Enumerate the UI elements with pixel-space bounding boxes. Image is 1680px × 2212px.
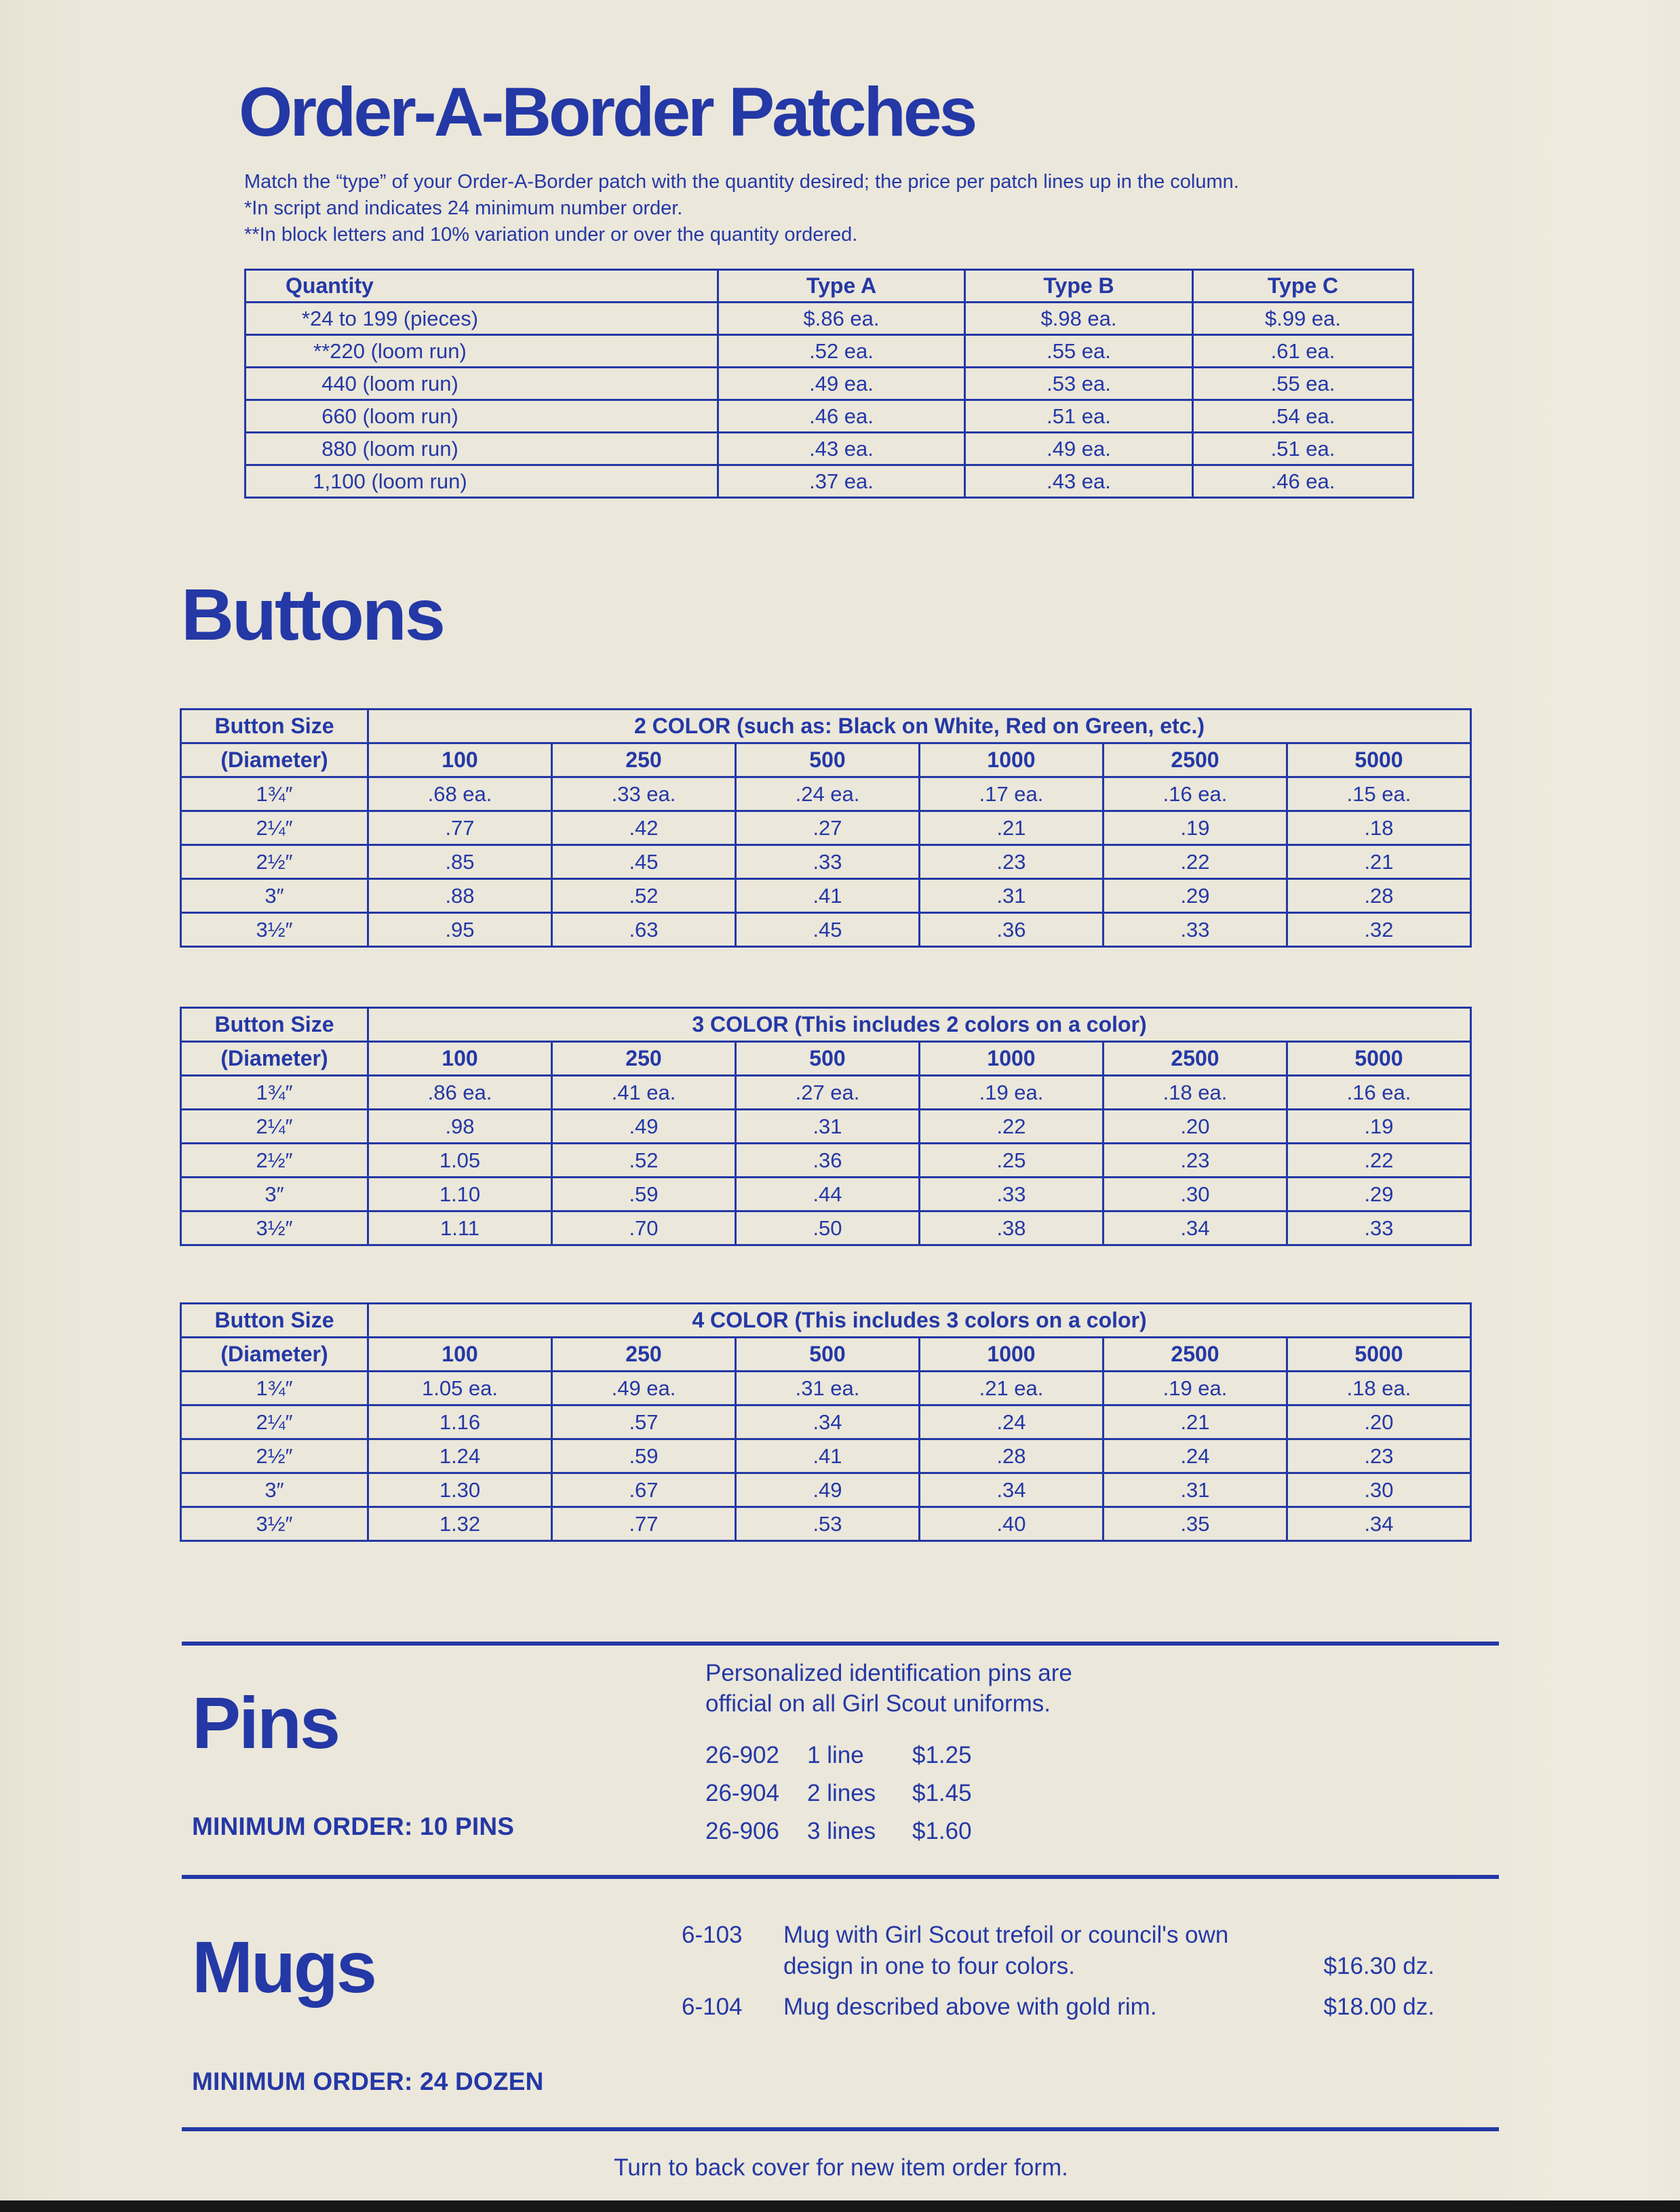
button-price-cell: 1.10 <box>368 1178 552 1211</box>
patches-column-header: Type B <box>965 270 1193 303</box>
button-price-row <box>181 913 1471 947</box>
patches-section <box>239 73 1419 499</box>
pin-item-desc: 2 lines <box>807 1780 876 1806</box>
button-price-cell: .31 <box>920 879 1103 913</box>
pin-item-code: 26-904 <box>705 1780 779 1806</box>
patches-intro <box>244 169 1419 248</box>
button-price-cell: .57 <box>552 1405 736 1439</box>
mug-item-price: $16.30 dz. <box>1323 1953 1434 1979</box>
pins-price-list <box>705 1736 1499 1850</box>
button-price-cell: .45 <box>736 913 920 947</box>
button-size-header: Button Size <box>181 1008 368 1042</box>
patches-price-cell: .43 ea. <box>965 465 1193 498</box>
button-price-cell: .21 ea. <box>920 1372 1103 1405</box>
button-price-cell: .33 <box>736 845 920 879</box>
quantity-header: 250 <box>552 1338 736 1372</box>
button-price-cell: .33 ea. <box>552 777 736 811</box>
footer-note: Turn to back cover for new item order form. <box>614 2154 1068 2181</box>
mug-item-code: 6-104 <box>682 1994 743 2020</box>
button-price-row <box>181 1507 1471 1541</box>
patches-price-cell: .49 ea. <box>965 433 1193 465</box>
patches-row <box>246 465 1413 498</box>
patches-price-cell: .61 ea. <box>1193 335 1413 368</box>
button-price-cell: .16 ea. <box>1103 777 1287 811</box>
mug-item-desc: Mug with Girl Scout trefoil or council's own design in one to four colors. <box>783 1922 1229 1979</box>
button-price-cell: .29 <box>1287 1178 1471 1211</box>
pin-item-desc: 3 lines <box>807 1818 876 1844</box>
button-price-cell: .24 <box>920 1405 1103 1439</box>
patches-price-cell: .52 ea. <box>718 335 965 368</box>
patches-quantity-cell: 1,100 (loom run) <box>246 465 718 498</box>
button-price-cell: .68 ea. <box>368 777 552 811</box>
button-table <box>180 1007 1472 1246</box>
button-price-cell: .21 <box>1103 1405 1287 1439</box>
button-price-cell: .31 <box>1103 1473 1287 1507</box>
patches-intro-line: **In block letters and 10% variation under or over the quantity ordered. <box>244 224 858 246</box>
button-table <box>180 1302 1472 1542</box>
button-price-cell: .34 <box>1287 1507 1471 1541</box>
patches-header-row <box>246 270 1413 303</box>
quantity-header: 5000 <box>1287 743 1471 777</box>
button-price-row <box>181 1372 1471 1405</box>
button-price-cell: .59 <box>552 1178 736 1211</box>
button-size-cell: 3½″ <box>181 1507 368 1541</box>
patches-intro-line: Match the “type” of your Order-A-Border patch with the quantity desired; the price per patch lines up in the column. <box>244 171 1239 193</box>
mug-item <box>682 1992 1499 2023</box>
button-price-cell: .23 <box>1103 1144 1287 1178</box>
page-title: Order-A-Border Patches <box>239 73 975 151</box>
pin-item-code: 26-906 <box>705 1818 779 1844</box>
button-price-cell: .88 <box>368 879 552 913</box>
quantity-header: 500 <box>736 1042 920 1076</box>
button-price-cell: .38 <box>920 1211 1103 1245</box>
pins-minimum-order: MINIMUM ORDER: 10 PINS <box>192 1812 515 1840</box>
button-price-row <box>181 1144 1471 1178</box>
patches-column-header: Quantity <box>246 270 718 303</box>
button-price-row <box>181 845 1471 879</box>
mugs-details <box>682 1920 1499 2032</box>
button-price-cell: .36 <box>736 1144 920 1178</box>
patches-intro-line: *In script and indicates 24 minimum number order. <box>244 197 683 220</box>
quantity-header: 100 <box>368 1338 552 1372</box>
buttons-heading: Buttons <box>181 573 444 655</box>
button-price-cell: 1.32 <box>368 1507 552 1541</box>
button-size-cell: 3″ <box>181 879 368 913</box>
button-price-row <box>181 879 1471 913</box>
button-price-cell: .95 <box>368 913 552 947</box>
quantity-header: 250 <box>552 1042 736 1076</box>
button-price-row <box>181 1110 1471 1144</box>
button-price-cell: .21 <box>920 811 1103 845</box>
button-price-cell: .21 <box>1287 845 1471 879</box>
mug-item-desc: Mug described above with gold rim. <box>783 1994 1157 2020</box>
button-table-header-row <box>181 1304 1471 1338</box>
patches-quantity-cell: 660 (loom run) <box>246 400 718 433</box>
button-price-cell: 1.24 <box>368 1439 552 1473</box>
button-price-cell: .27 <box>736 811 920 845</box>
button-price-cell: .18 ea. <box>1103 1076 1287 1110</box>
quantity-header: 2500 <box>1103 1042 1287 1076</box>
patches-price-cell: $.99 ea. <box>1193 303 1413 335</box>
color-span-header: 4 COLOR (This includes 3 colors on a color) <box>368 1304 1471 1338</box>
button-price-cell: .59 <box>552 1439 736 1473</box>
button-price-row <box>181 1178 1471 1211</box>
color-span-header: 3 COLOR (This includes 2 colors on a color) <box>368 1008 1471 1042</box>
patches-price-cell: .54 ea. <box>1193 400 1413 433</box>
patches-price-cell: .53 ea. <box>965 368 1193 400</box>
button-price-row <box>181 1439 1471 1473</box>
button-price-cell: .45 <box>552 845 736 879</box>
button-price-cell: .33 <box>1287 1211 1471 1245</box>
button-price-cell: .18 ea. <box>1287 1372 1471 1405</box>
pins-details <box>705 1658 1499 1850</box>
patches-price-cell: .55 ea. <box>965 335 1193 368</box>
pin-item <box>705 1812 1499 1850</box>
button-price-cell: .49 <box>552 1110 736 1144</box>
button-table <box>180 708 1472 948</box>
quantity-header: 500 <box>736 743 920 777</box>
patches-price-cell: .46 ea. <box>1193 465 1413 498</box>
patches-price-cell: .51 ea. <box>1193 433 1413 465</box>
mug-item-code: 6-103 <box>682 1922 743 1948</box>
button-price-cell: .23 <box>1287 1439 1471 1473</box>
button-price-cell: .52 <box>552 879 736 913</box>
patches-price-cell: .55 ea. <box>1193 368 1413 400</box>
patches-price-cell: .37 ea. <box>718 465 965 498</box>
diameter-header: (Diameter) <box>181 1338 368 1372</box>
button-price-cell: .63 <box>552 913 736 947</box>
button-price-cell: .28 <box>1287 879 1471 913</box>
button-price-cell: .40 <box>920 1507 1103 1541</box>
quantity-header: 1000 <box>920 1042 1103 1076</box>
patches-quantity-cell: 440 (loom run) <box>246 368 718 400</box>
pin-item <box>705 1774 1499 1812</box>
button-price-cell: .41 ea. <box>552 1076 736 1110</box>
button-price-cell: .77 <box>552 1507 736 1541</box>
patches-row <box>246 433 1413 465</box>
button-price-cell: .30 <box>1287 1473 1471 1507</box>
button-price-cell: .19 <box>1287 1110 1471 1144</box>
diameter-header: (Diameter) <box>181 743 368 777</box>
pins-blurb-line: official on all Girl Scout uniforms. <box>705 1690 1051 1717</box>
section-divider <box>182 1642 1499 1646</box>
button-price-row <box>181 777 1471 811</box>
button-price-cell: .52 <box>552 1144 736 1178</box>
button-table-qty-row <box>181 1042 1471 1076</box>
button-table-header-row <box>181 1008 1471 1042</box>
quantity-header: 2500 <box>1103 743 1287 777</box>
patches-quantity-cell: **220 (loom run) <box>246 335 718 368</box>
button-size-cell: 2¼″ <box>181 811 368 845</box>
pins-heading: Pins <box>192 1682 339 1764</box>
button-table-qty-row <box>181 743 1471 777</box>
button-price-cell: .35 <box>1103 1507 1287 1541</box>
button-price-row <box>181 811 1471 845</box>
button-price-cell: 1.05 <box>368 1144 552 1178</box>
patches-price-cell: .43 ea. <box>718 433 965 465</box>
button-price-cell: .23 <box>920 845 1103 879</box>
patches-row <box>246 368 1413 400</box>
button-price-cell: .98 <box>368 1110 552 1144</box>
button-price-cell: .33 <box>920 1178 1103 1211</box>
button-size-cell: 2½″ <box>181 845 368 879</box>
button-price-cell: .24 ea. <box>736 777 920 811</box>
button-price-cell: .49 ea. <box>552 1372 736 1405</box>
patches-quantity-cell: *24 to 199 (pieces) <box>246 303 718 335</box>
quantity-header: 500 <box>736 1338 920 1372</box>
patches-column-header: Type A <box>718 270 965 303</box>
button-table-qty-row <box>181 1338 1471 1372</box>
mugs-heading: Mugs <box>192 1926 375 2008</box>
button-price-cell: .53 <box>736 1507 920 1541</box>
button-price-cell: .33 <box>1103 913 1287 947</box>
button-size-cell: 1¾″ <box>181 1076 368 1110</box>
patches-price-cell: .51 ea. <box>965 400 1193 433</box>
mug-item <box>682 1920 1499 1982</box>
mugs-minimum-order: MINIMUM ORDER: 24 DOZEN <box>192 2068 544 2095</box>
pin-item-price: $1.45 <box>912 1780 972 1806</box>
pin-item-code: 26-902 <box>705 1742 779 1768</box>
button-price-cell: .24 <box>1103 1439 1287 1473</box>
button-price-cell: 1.05 ea. <box>368 1372 552 1405</box>
button-price-row <box>181 1211 1471 1245</box>
button-price-cell: .41 <box>736 879 920 913</box>
pin-item-price: $1.25 <box>912 1742 972 1768</box>
button-price-cell: .67 <box>552 1473 736 1507</box>
patches-price-cell: .49 ea. <box>718 368 965 400</box>
button-price-cell: .34 <box>736 1405 920 1439</box>
quantity-header: 100 <box>368 1042 552 1076</box>
button-price-row <box>181 1473 1471 1507</box>
button-price-cell: .36 <box>920 913 1103 947</box>
patches-row <box>246 335 1413 368</box>
button-price-row <box>181 1405 1471 1439</box>
pins-blurb-line: Personalized identification pins are <box>705 1660 1072 1686</box>
button-price-cell: .22 <box>1287 1144 1471 1178</box>
button-size-cell: 2¼″ <box>181 1405 368 1439</box>
button-price-cell: 1.11 <box>368 1211 552 1245</box>
quantity-header: 5000 <box>1287 1338 1471 1372</box>
button-size-cell: 3½″ <box>181 913 368 947</box>
button-price-cell: .42 <box>552 811 736 845</box>
button-price-cell: .16 ea. <box>1287 1076 1471 1110</box>
quantity-header: 5000 <box>1287 1042 1471 1076</box>
button-price-cell: .19 ea. <box>920 1076 1103 1110</box>
button-price-cell: .77 <box>368 811 552 845</box>
button-price-cell: 1.30 <box>368 1473 552 1507</box>
button-price-cell: .19 <box>1103 811 1287 845</box>
button-price-cell: 1.16 <box>368 1405 552 1439</box>
button-size-cell: 2¼″ <box>181 1110 368 1144</box>
quantity-header: 100 <box>368 743 552 777</box>
color-span-header: 2 COLOR (such as: Black on White, Red on Green, etc.) <box>368 710 1471 743</box>
button-size-cell: 3″ <box>181 1178 368 1211</box>
button-price-cell: .27 ea. <box>736 1076 920 1110</box>
quantity-header: 250 <box>552 743 736 777</box>
button-price-cell: .32 <box>1287 913 1471 947</box>
button-size-header: Button Size <box>181 1304 368 1338</box>
button-price-cell: .34 <box>1103 1211 1287 1245</box>
button-price-cell: .28 <box>920 1439 1103 1473</box>
mug-item-price: $18.00 dz. <box>1323 1994 1434 2020</box>
button-price-cell: .31 <box>736 1110 920 1144</box>
patches-price-cell: $.86 ea. <box>718 303 965 335</box>
button-price-cell: .31 ea. <box>736 1372 920 1405</box>
patches-table <box>244 269 1414 499</box>
patches-row <box>246 303 1413 335</box>
patches-column-header: Type C <box>1193 270 1413 303</box>
quantity-header: 1000 <box>920 743 1103 777</box>
button-price-cell: .44 <box>736 1178 920 1211</box>
button-price-cell: .29 <box>1103 879 1287 913</box>
button-price-cell: .34 <box>920 1473 1103 1507</box>
pin-item <box>705 1736 1499 1774</box>
button-price-cell: .49 <box>736 1473 920 1507</box>
section-divider <box>182 2127 1499 2131</box>
button-price-cell: .30 <box>1103 1178 1287 1211</box>
patches-quantity-cell: 880 (loom run) <box>246 433 718 465</box>
button-size-cell: 3½″ <box>181 1211 368 1245</box>
button-price-cell: .85 <box>368 845 552 879</box>
quantity-header: 1000 <box>920 1338 1103 1372</box>
button-price-cell: .15 ea. <box>1287 777 1471 811</box>
scan-bottom-edge <box>0 2200 1680 2212</box>
pin-item-desc: 1 line <box>807 1742 864 1768</box>
button-size-header: Button Size <box>181 710 368 743</box>
quantity-header: 2500 <box>1103 1338 1287 1372</box>
button-table-header-row <box>181 710 1471 743</box>
button-price-row <box>181 1076 1471 1110</box>
pin-item-price: $1.60 <box>912 1818 972 1844</box>
button-size-cell: 2½″ <box>181 1144 368 1178</box>
button-size-cell: 3″ <box>181 1473 368 1507</box>
button-price-cell: .19 ea. <box>1103 1372 1287 1405</box>
button-price-cell: .18 <box>1287 811 1471 845</box>
button-price-cell: .22 <box>920 1110 1103 1144</box>
button-size-cell: 1¾″ <box>181 1372 368 1405</box>
button-size-cell: 1¾″ <box>181 777 368 811</box>
button-price-cell: .50 <box>736 1211 920 1245</box>
button-price-cell: .20 <box>1287 1405 1471 1439</box>
diameter-header: (Diameter) <box>181 1042 368 1076</box>
button-price-cell: .17 ea. <box>920 777 1103 811</box>
patches-price-cell: $.98 ea. <box>965 303 1193 335</box>
button-price-cell: .22 <box>1103 845 1287 879</box>
patches-price-cell: .46 ea. <box>718 400 965 433</box>
button-price-cell: .25 <box>920 1144 1103 1178</box>
button-price-cell: .41 <box>736 1439 920 1473</box>
button-size-cell: 2½″ <box>181 1439 368 1473</box>
patches-row <box>246 400 1413 433</box>
button-price-cell: .20 <box>1103 1110 1287 1144</box>
button-price-cell: .70 <box>552 1211 736 1245</box>
button-price-cell: .86 ea. <box>368 1076 552 1110</box>
section-divider <box>182 1875 1499 1879</box>
